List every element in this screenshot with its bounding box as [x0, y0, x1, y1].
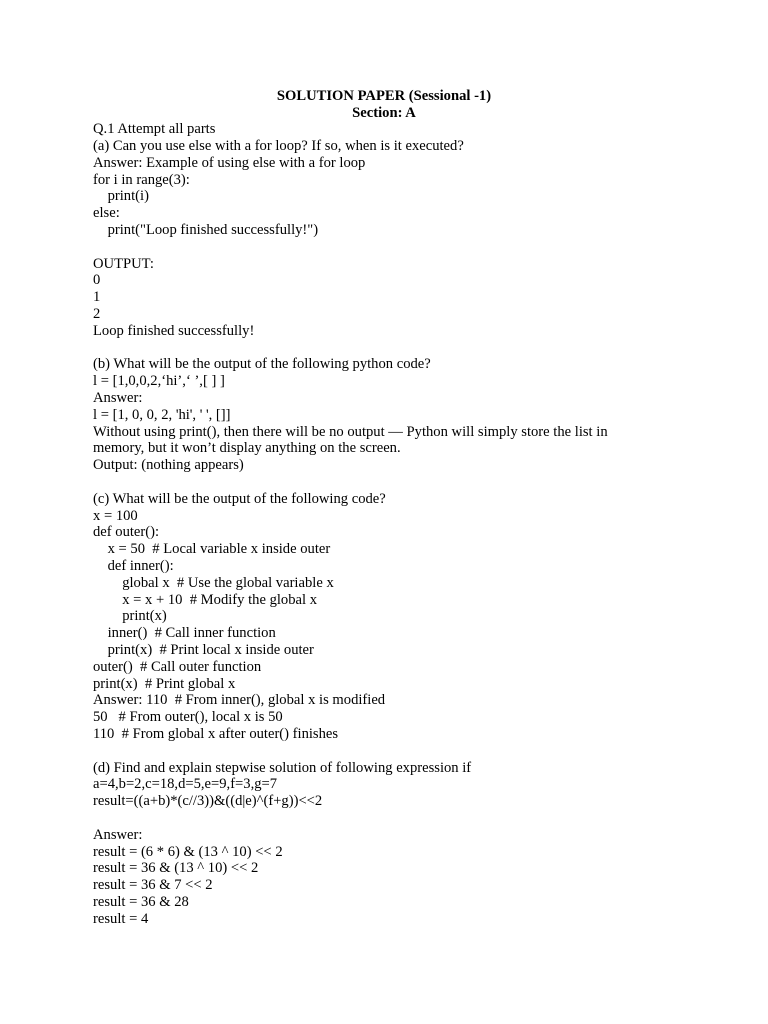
text-line: Without using print(), then there will be no output — Python will simply store the list in — [93, 424, 608, 440]
code-line: print(x) — [93, 608, 167, 624]
code-line: inner() # Call inner function — [93, 625, 276, 641]
text-line: 50 # From outer(), local x is 50 — [93, 709, 283, 725]
text-line: result = 36 & (13 ^ 10) << 2 — [93, 860, 259, 876]
text-line: a=4,b=2,c=18,d=5,e=9,f=3,g=7 — [93, 776, 278, 792]
text-line: (d) Find and explain stepwise solution of following expression if — [93, 760, 472, 776]
text-line: (a) Can you use else with a for loop? If so, when is it executed? — [93, 138, 464, 154]
code-line: outer() # Call outer function — [93, 659, 262, 675]
text-line: result=((a+b)*(c//3))&((d|e)^(f+g))<<2 — [93, 793, 323, 809]
text-line: Answer: 110 # From inner(), global x is modified — [93, 692, 386, 708]
text-line: result = 36 & 28 — [93, 894, 189, 910]
code-line: x = 50 # Local variable x inside outer — [93, 541, 331, 557]
text-line: Loop finished successfully! — [93, 323, 255, 339]
code-line: def outer(): — [93, 524, 160, 540]
section-heading: Section: A — [352, 105, 416, 121]
text-line: (c) What will be the output of the following code? — [93, 491, 386, 507]
code-line: for i in range(3): — [93, 172, 190, 188]
paper-title: SOLUTION PAPER (Sessional -1) — [276, 88, 492, 104]
text-line: Answer: — [93, 390, 143, 406]
code-line: x = 100 — [93, 508, 138, 524]
text-line: 2 — [93, 306, 101, 322]
code-line: l = [1,0,0,2,‘hi’,‘ ’,[ ] ] — [93, 373, 225, 389]
text-line: Answer: Example of using else with a for loop — [93, 155, 366, 171]
text-line: result = 4 — [93, 911, 149, 927]
code-line: print("Loop finished successfully!") — [93, 222, 319, 238]
text-line: Q.1 Attempt all parts — [93, 121, 216, 137]
code-line: l = [1, 0, 0, 2, 'hi', ' ', []] — [93, 407, 231, 423]
code-line: print(i) — [93, 188, 149, 204]
text-line: OUTPUT: — [93, 256, 154, 272]
text-line: result = (6 * 6) & (13 ^ 10) << 2 — [93, 844, 283, 860]
text-line: result = 36 & 7 << 2 — [93, 877, 213, 893]
text-line: 1 — [93, 289, 101, 305]
code-line: else: — [93, 205, 120, 221]
text-line: Answer: — [93, 827, 143, 843]
text-line: 0 — [93, 272, 101, 288]
text-line: 110 # From global x after outer() finishes — [93, 726, 339, 742]
code-line: x = x + 10 # Modify the global x — [93, 592, 318, 608]
text-line: (b) What will be the output of the following python code? — [93, 356, 431, 372]
code-line: def inner(): — [93, 558, 174, 574]
code-line: print(x) # Print global x — [93, 676, 236, 692]
text-line: memory, but it won’t display anything on the screen. — [93, 440, 401, 456]
text-line: Output: (nothing appears) — [93, 457, 244, 473]
code-line: print(x) # Print local x inside outer — [93, 642, 314, 658]
code-line: global x # Use the global variable x — [93, 575, 334, 591]
